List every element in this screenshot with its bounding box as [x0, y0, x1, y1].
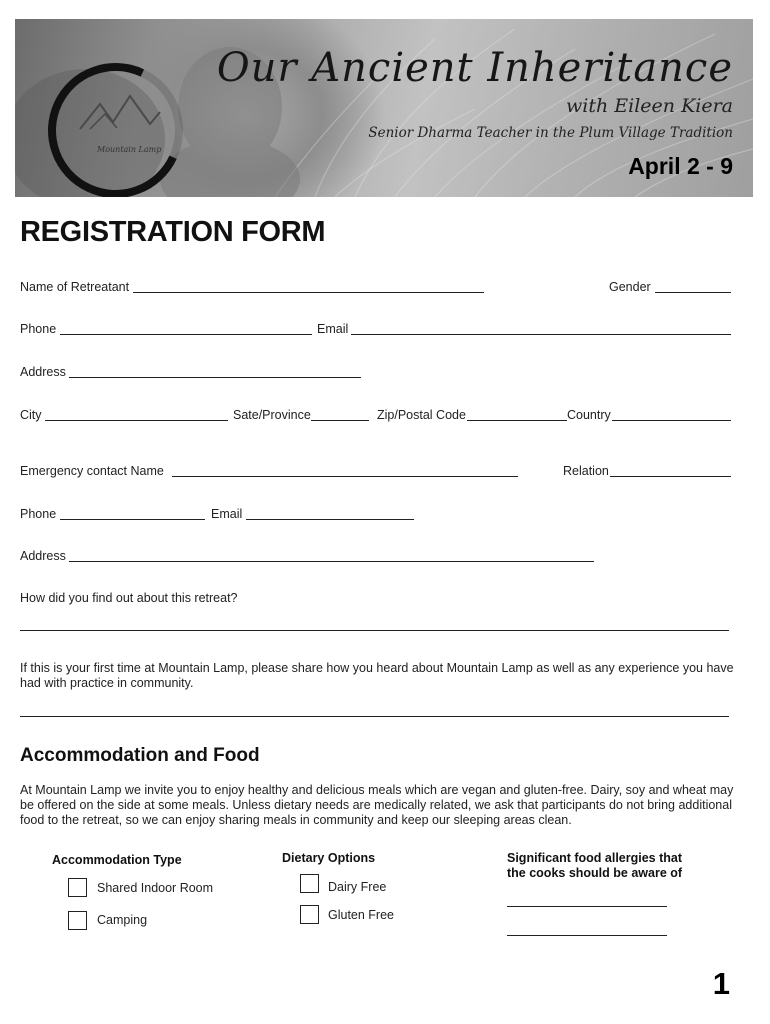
allergies-line-1[interactable] [507, 906, 667, 907]
page-title: REGISTRATION FORM [20, 216, 326, 248]
header-banner [15, 19, 753, 197]
phone-label: Phone [20, 322, 57, 336]
gluten-free-label: Gluten Free [328, 908, 395, 922]
emergency-name-label: Emergency contact Name [20, 464, 164, 478]
accommodation-type-heading: Accommodation Type [52, 853, 182, 867]
dietary-options-heading: Dietary Options [282, 851, 376, 865]
accommodation-description: At Mountain Lamp we invite you to enjoy healthy and delicious meals which are vegan and gluten-free. Dairy, soy and wheat may be offered on the side at some meals. Unless dietary needs are medically related, we ask that participants do not bring additional food to the retreat, so we can enjoy sharing meals in community and keep our sleeping areas clean. [20, 783, 734, 827]
zip-label: Zip/Postal Code [377, 408, 466, 422]
first-time-answer-line[interactable] [20, 716, 729, 717]
accommodation-section-title: Accommodation and Food [20, 745, 260, 766]
city-label: City [20, 408, 42, 422]
dairy-free-checkbox[interactable] [300, 874, 319, 893]
phone-email-row [20, 321, 732, 337]
first-time-question: If this is your first time at Mountain Lamp, please share how you heard about Mountain Lamp as well as any experience you have had with practice in community. [20, 661, 734, 690]
camping-checkbox[interactable] [68, 911, 87, 930]
city-field[interactable] [45, 420, 228, 421]
shared-indoor-room-label: Shared Indoor Room [97, 881, 214, 895]
relation-field[interactable] [610, 476, 731, 477]
dairy-free-label: Dairy Free [328, 880, 387, 894]
zip-field[interactable] [467, 420, 567, 421]
name-row [20, 279, 732, 295]
emergency-email-label: Email [211, 507, 243, 521]
allergies-line-2[interactable] [507, 935, 667, 936]
retreat-title: Our Ancient Inheritance [216, 45, 733, 91]
name-field[interactable] [133, 292, 484, 293]
teacher-description: Senior Dharma Teacher in the Plum Village Tradition [368, 125, 733, 141]
emergency-row [20, 463, 732, 479]
email-field[interactable] [351, 334, 731, 335]
relation-label: Relation [563, 464, 609, 478]
gluten-free-checkbox[interactable] [300, 905, 319, 924]
address-row [20, 364, 732, 380]
find-out-question: How did you find out about this retreat? [20, 591, 238, 605]
emergency-phone-label: Phone [20, 507, 57, 521]
allergies-heading: Significant food allergies that the cooks should be aware of [507, 851, 683, 880]
shared-indoor-room-checkbox[interactable] [68, 878, 87, 897]
country-field[interactable] [612, 420, 731, 421]
address-label: Address [20, 365, 66, 379]
gender-label: Gender [609, 280, 651, 294]
logo-text: Mountain Lamp [97, 145, 162, 154]
state-label: Sate/Province [233, 408, 311, 422]
emergency-phone-field[interactable] [60, 519, 205, 520]
emergency-phone-row [20, 506, 732, 522]
emergency-address-label: Address [20, 549, 66, 563]
find-out-answer-line[interactable] [20, 630, 729, 631]
emergency-name-field[interactable] [172, 476, 518, 477]
emergency-address-field[interactable] [69, 561, 594, 562]
gender-field[interactable] [655, 292, 731, 293]
name-label: Name of Retreatant [20, 280, 130, 294]
city-row [20, 407, 732, 423]
address-field[interactable] [69, 377, 361, 378]
email-label: Email [317, 322, 349, 336]
teacher-name: with Eileen Kiera [566, 95, 733, 117]
state-field[interactable] [311, 420, 369, 421]
emergency-email-field[interactable] [246, 519, 414, 520]
camping-label: Camping [97, 913, 148, 927]
retreat-dates: April 2 - 9 [628, 153, 733, 179]
phone-field[interactable] [60, 334, 312, 335]
emergency-address-row [20, 548, 732, 564]
country-label: Country [567, 408, 611, 422]
page-number: 1 [712, 966, 730, 1001]
